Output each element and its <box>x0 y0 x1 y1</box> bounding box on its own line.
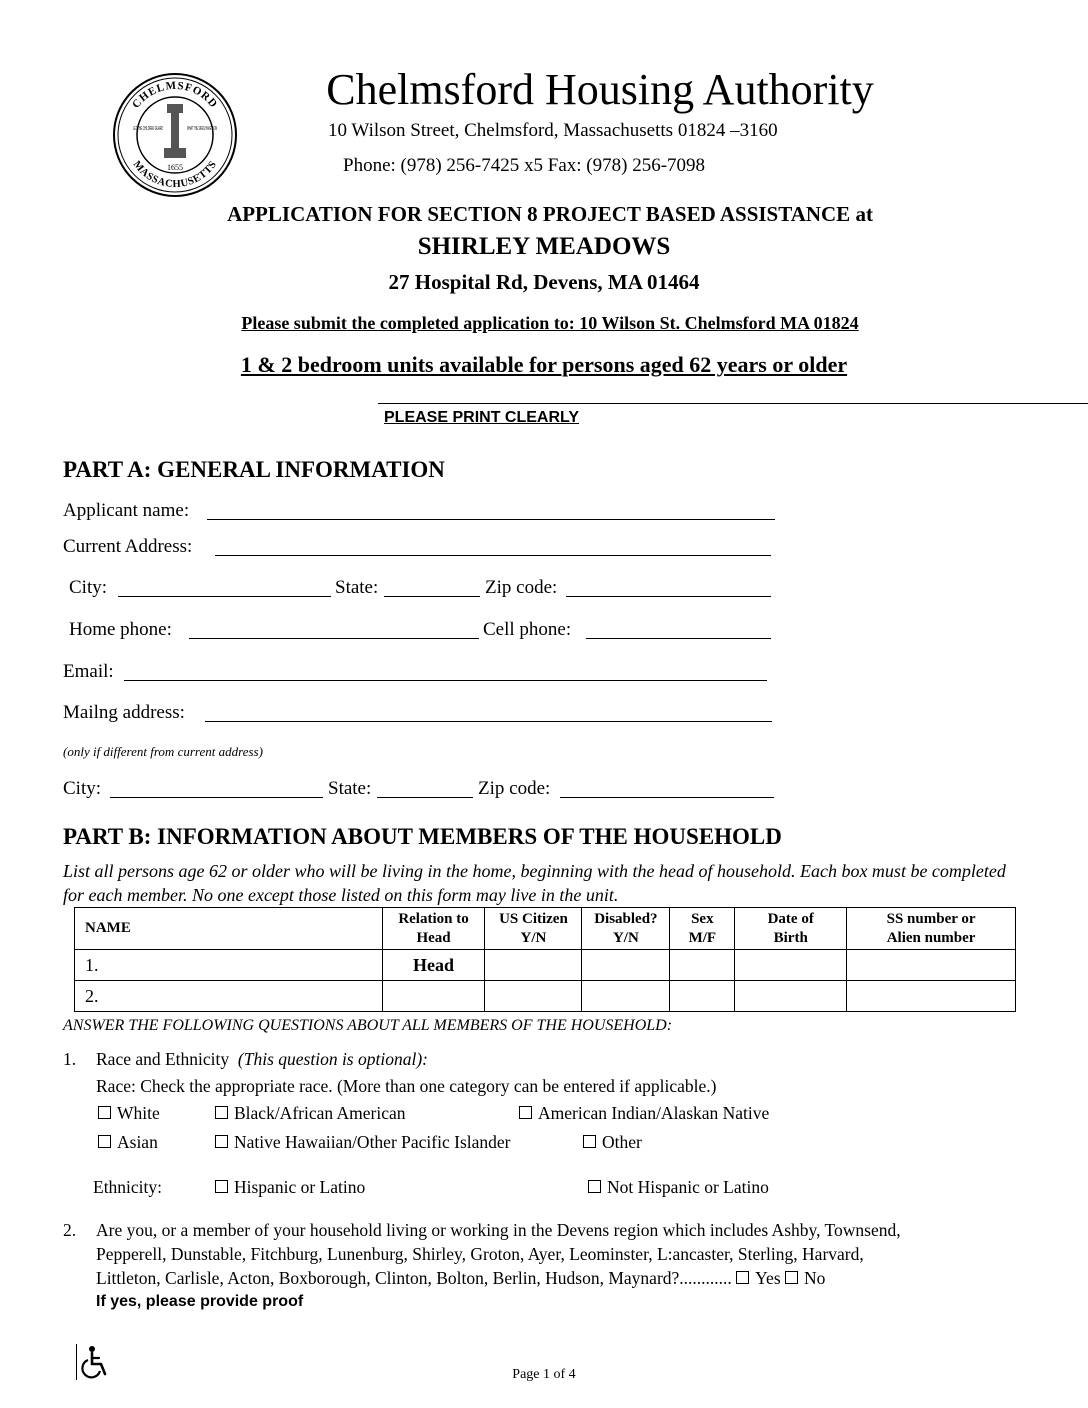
checkbox-icon[interactable] <box>588 1180 601 1193</box>
race-option-asian[interactable] <box>98 1132 158 1153</box>
race-option-label: Other <box>602 1132 642 1152</box>
email-label: Email: <box>63 661 114 682</box>
checkbox-icon[interactable] <box>519 1106 532 1119</box>
table-row <box>75 981 1016 1012</box>
units-available-note: 1 & 2 bedroom units available for persons aged 62 years or older <box>240 352 848 377</box>
dob-cell[interactable] <box>735 950 847 981</box>
sex-cell[interactable] <box>670 950 735 981</box>
seal-top-text: CHELMSFORD <box>130 79 220 111</box>
race-option-label: Asian <box>117 1132 158 1152</box>
state-label: State: <box>335 577 379 598</box>
part-b-intro: List all persons age 62 or older who will be living in the home, beginning with the head of household. Each box must be completed for each member. No one except those listed on this form may live in the unit. <box>63 861 1006 905</box>
citizen-cell[interactable] <box>485 981 582 1012</box>
property-address: 27 Hospital Rd, Devens, MA 01464 <box>388 270 700 294</box>
organization-title: Chelmsford Housing Authority <box>326 65 874 114</box>
column-header-relation: Relation to Head <box>382 908 485 950</box>
question-2-line-3 <box>96 1268 825 1289</box>
checkbox-icon[interactable] <box>583 1135 596 1148</box>
checkbox-icon[interactable] <box>785 1271 798 1284</box>
column-header-dob: Date of Birth <box>735 908 847 950</box>
column-header-citizen: US Citizen Y/N <box>485 908 582 950</box>
cell-phone-field[interactable] <box>586 638 771 639</box>
state-field[interactable] <box>384 596 480 597</box>
yes-option[interactable] <box>736 1268 780 1288</box>
organization-address: 10 Wilson Street, Chelmsford, Massachusetts 01824 –3160 <box>328 120 778 141</box>
column-header-ssn: SS number or Alien number <box>847 908 1016 950</box>
organization-phone-fax: Phone: (978) 256-7425 x5 Fax: (978) 256-7098 <box>343 155 706 176</box>
ethnicity-option-label: Not Hispanic or Latino <box>607 1177 769 1197</box>
checkbox-icon[interactable] <box>215 1106 228 1119</box>
part-b-heading: PART B: INFORMATION ABOUT MEMBERS OF THE HOUSEHOLD <box>63 824 782 849</box>
mailing-state-label: State: <box>328 778 372 799</box>
property-name: SHIRLEY MEADOWS <box>417 233 671 260</box>
seal-year: 1655 <box>167 163 183 172</box>
question-1-title <box>96 1049 428 1070</box>
home-phone-field[interactable] <box>189 638 479 639</box>
current-address-label: Current Address: <box>63 536 193 557</box>
disabled-cell[interactable] <box>582 981 670 1012</box>
race-option-label: White <box>117 1103 160 1123</box>
race-option-label: Native Hawaiian/Other Pacific Islander <box>234 1132 511 1152</box>
race-option-label: American Indian/Alaskan Native <box>538 1103 770 1123</box>
column-header-name: NAME <box>75 908 383 950</box>
application-title: APPLICATION FOR SECTION 8 PROJECT BASED ASSISTANCE at <box>227 202 873 226</box>
ethnicity-option-not-hispanic[interactable] <box>588 1177 769 1198</box>
question-1-number: 1. <box>63 1049 77 1069</box>
applicant-name-label: Applicant name: <box>63 500 190 521</box>
print-clearly-note: PLEASE PRINT CLEARLY <box>384 409 579 426</box>
race-option-american-indian[interactable] <box>519 1103 769 1124</box>
ethnicity-option-label: Hispanic or Latino <box>234 1177 366 1197</box>
seal-bottom-text: MASSACHUSETTS <box>130 159 220 191</box>
question-1-optional-note: (This question is optional): <box>237 1049 428 1069</box>
question-2-line-3-text: Littleton, Carlisle, Acton, Boxborough, Clinton, Bolton, Berlin, Hudson, Maynard?............ <box>96 1268 732 1288</box>
race-option-white[interactable] <box>98 1103 160 1124</box>
checkbox-icon[interactable] <box>215 1180 228 1193</box>
column-header-disabled: Disabled? Y/N <box>582 908 670 950</box>
checkbox-icon[interactable] <box>98 1135 111 1148</box>
table-header-row <box>75 908 1016 950</box>
checkbox-icon[interactable] <box>736 1271 749 1284</box>
divider-line <box>378 403 1088 404</box>
city-field[interactable] <box>118 596 331 597</box>
zip-field[interactable] <box>566 596 771 597</box>
table-row <box>75 950 1016 981</box>
mailing-zip-field[interactable] <box>560 797 774 798</box>
ssn-cell[interactable] <box>847 981 1016 1012</box>
row-number[interactable]: 2. <box>75 981 383 1012</box>
email-field[interactable] <box>124 680 767 681</box>
sex-cell[interactable] <box>670 981 735 1012</box>
relation-cell[interactable] <box>382 981 485 1012</box>
mailing-address-field[interactable] <box>205 721 772 722</box>
question-2-number: 2. <box>63 1220 77 1240</box>
race-option-pacific-islander[interactable] <box>215 1132 510 1153</box>
yes-label: Yes <box>755 1268 781 1288</box>
column-header-sex: Sex M/F <box>670 908 735 950</box>
part-a-heading: PART A: GENERAL INFORMATION <box>63 457 445 482</box>
race-option-label: Black/African American <box>234 1103 406 1123</box>
checkbox-icon[interactable] <box>215 1135 228 1148</box>
submit-instructions: Please submit the completed application to: 10 Wilson St. Chelmsford MA 01824 <box>241 313 859 333</box>
seal-right-text: WHAT THE SIRES HAVE WON <box>187 126 218 132</box>
race-option-black[interactable] <box>215 1103 406 1124</box>
dob-cell[interactable] <box>735 981 847 1012</box>
mailing-state-field[interactable] <box>377 797 473 798</box>
answer-questions-heading: ANSWER THE FOLLOWING QUESTIONS ABOUT ALL MEMBERS OF THE HOUSEHOLD: <box>63 1017 673 1034</box>
cell-phone-label: Cell phone: <box>483 619 572 640</box>
mailing-address-note: (only if different from current address) <box>63 744 263 759</box>
mailing-city-label: City: <box>63 778 102 799</box>
no-option[interactable] <box>785 1268 825 1288</box>
question-1-title-text: Race and Ethnicity <box>96 1049 230 1069</box>
no-label: No <box>804 1268 826 1288</box>
proof-note: If yes, please provide proof <box>96 1293 304 1310</box>
mailing-zip-label: Zip code: <box>478 778 551 799</box>
checkbox-icon[interactable] <box>98 1106 111 1119</box>
seal-left-text: LET THE CHILDREN GUARD <box>133 126 164 132</box>
city-label: City: <box>69 577 108 598</box>
row-number[interactable]: 1. <box>75 950 383 981</box>
question-2-line-1: Are you, or a member of your household living or working in the Devens region which includes Ashby, Townsend, <box>96 1220 901 1240</box>
current-address-field[interactable] <box>215 555 771 556</box>
disabled-cell[interactable] <box>582 950 670 981</box>
ethnicity-label: Ethnicity: <box>93 1177 163 1197</box>
page-number: Page 1 of 4 <box>512 1367 576 1382</box>
question-2-line-2: Pepperell, Dunstable, Fitchburg, Lunenburg, Shirley, Groton, Ayer, Leominster, L:ancaster, Sterling, Harvard, <box>96 1244 864 1264</box>
zip-label: Zip code: <box>485 577 558 598</box>
ethnicity-option-hispanic[interactable] <box>215 1177 365 1198</box>
race-prompt: Race: Check the appropriate race. (More than one category can be entered if applicable.) <box>96 1076 717 1096</box>
home-phone-label: Home phone: <box>69 619 172 640</box>
town-seal <box>112 72 238 198</box>
mailing-city-field[interactable] <box>110 797 323 798</box>
race-option-other[interactable] <box>583 1132 642 1153</box>
relation-cell[interactable]: Head <box>382 950 485 981</box>
ssn-cell[interactable] <box>847 950 1016 981</box>
applicant-name-field[interactable] <box>207 519 775 520</box>
mailing-address-label: Mailng address: <box>63 702 185 723</box>
household-members-table <box>74 907 1016 1012</box>
citizen-cell[interactable] <box>485 950 582 981</box>
